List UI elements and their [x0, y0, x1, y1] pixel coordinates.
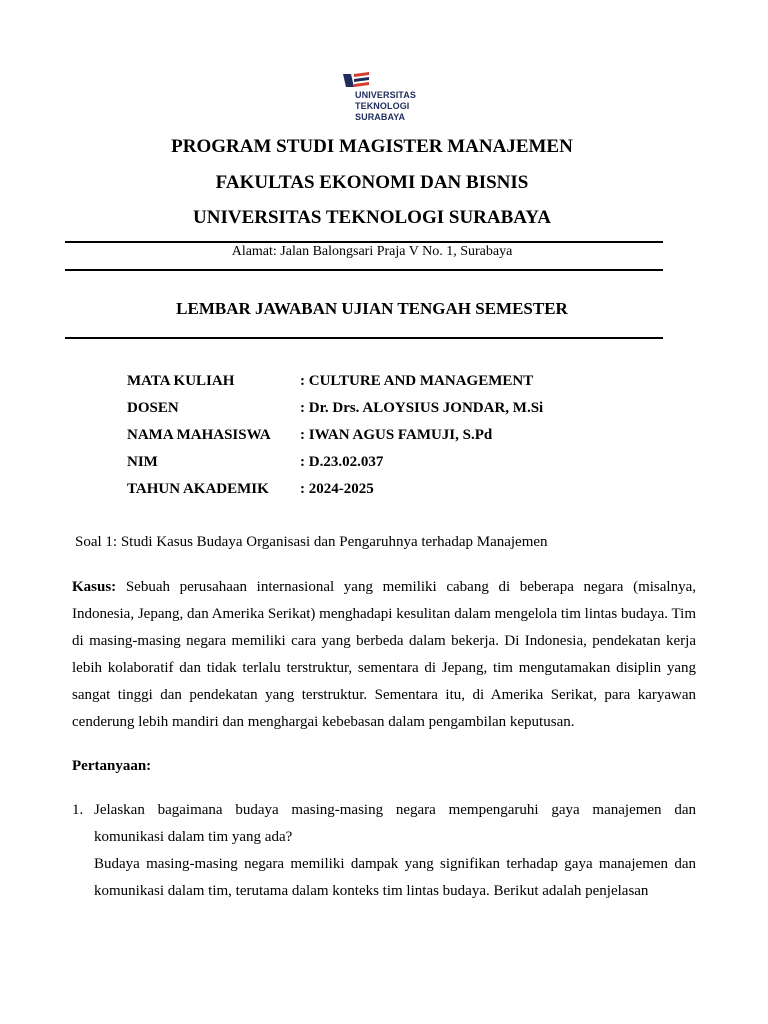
university-logo — [343, 72, 416, 122]
info-row-student-name — [127, 422, 543, 449]
case-label: Kasus: — [72, 579, 117, 595]
info-label: NAMA MAHASISWA — [127, 427, 271, 443]
logo-line-3: SURABAYA — [355, 112, 406, 122]
info-row-academic-year — [127, 476, 543, 503]
info-value: : IWAN AGUS FAMUJI, S.Pd — [300, 427, 493, 443]
faculty-title: FAKULTAS EKONOMI DAN BISNIS — [215, 172, 529, 193]
case-paragraph — [72, 574, 696, 736]
question-text: Jelaskan bagaimana budaya masing-masing negara mempengaruhi gaya manajemen dan komunikasi dalam tim yang ada? — [94, 802, 696, 845]
student-info-table — [127, 368, 543, 503]
university-logo-mark-icon — [343, 72, 369, 88]
info-row-lecturer — [127, 395, 543, 422]
logo-wordmark — [355, 90, 416, 123]
info-label: MATA KULIAH — [127, 373, 235, 389]
question-number: 1. — [72, 802, 84, 818]
question-heading: Soal 1: Studi Kasus Budaya Organisasi dan Pengaruhnya terhadap Manajemen — [75, 534, 548, 550]
answer-text: Budaya masing-masing negara memiliki dampak yang signifikan terhadap gaya manajemen dan komunikasi dalam tim, terutama dalam konteks tim lintas budaya. Berikut adalah penjelasan — [94, 856, 696, 899]
info-value: : Dr. Drs. ALOYSIUS JONDAR, M.Si — [300, 400, 544, 416]
case-text: Sebuah perusahaan internasional yang memiliki cabang di beberapa negara (misalnya, Indonesia, Jepang, dan Amerika Serikat) menghadapi kesulitan dalam mengelola tim lintas budaya. Tim di masing-masing negara memiliki cara yang berbeda dalam bekerja. Di Indonesia, pendekatan kerja lebih kolaboratif dan tidak terlalu terstruktur, sementara di Jepang, tim mengutamakan disiplin yang sangat tinggi dan pendekatan yang terstruktur. Sementara itu, di Amerika Serikat, para karyawan cenderung lebih mandiri dan menghargai kebebasan dalam pengambilan keputusan. — [72, 579, 696, 730]
info-label: NIM — [127, 454, 158, 470]
program-title: PROGRAM STUDI MAGISTER MANAJEMEN — [171, 136, 573, 157]
info-row-nim — [127, 449, 543, 476]
header-divider-top — [65, 241, 663, 243]
header-divider-bottom — [65, 269, 663, 271]
info-value: : 2024-2025 — [300, 481, 374, 497]
logo-line-1: UNIVERSITAS — [355, 90, 416, 100]
questions-heading: Pertanyaan: — [72, 758, 152, 774]
info-value: : CULTURE AND MANAGEMENT — [300, 373, 534, 389]
university-title: UNIVERSITAS TEKNOLOGI SURABAYA — [193, 207, 551, 228]
sheet-title-divider — [65, 337, 663, 339]
answer-sheet-title: LEMBAR JAWABAN UJIAN TENGAH SEMESTER — [176, 299, 568, 318]
address-line: Alamat: Jalan Balongsari Praja V No. 1, Surabaya — [231, 244, 513, 259]
info-label: TAHUN AKADEMIK — [127, 481, 269, 497]
info-value: : D.23.02.037 — [300, 454, 384, 470]
logo-line-2: TEKNOLOGI — [355, 101, 410, 111]
info-label: DOSEN — [127, 400, 179, 416]
info-row-course — [127, 368, 543, 395]
